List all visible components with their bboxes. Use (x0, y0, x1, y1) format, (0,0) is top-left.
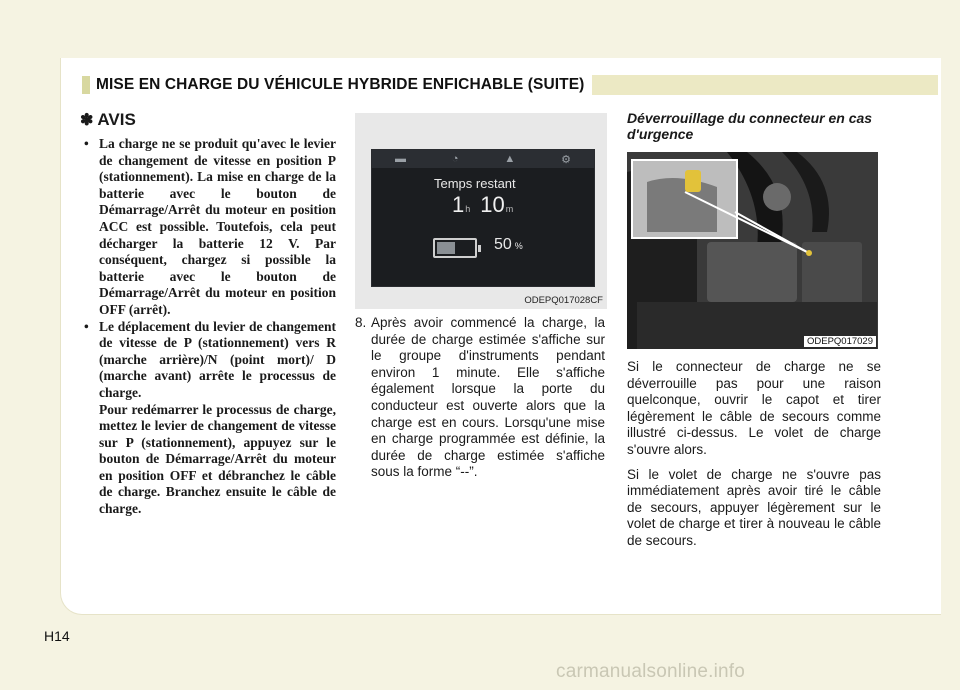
watermark: carmanualsonline.info (556, 661, 746, 682)
minutes-value: 10 (480, 192, 505, 217)
gauge-icon: ◔ (451, 153, 459, 165)
section-heading (82, 74, 938, 96)
hours-value: 1 (452, 192, 465, 217)
notice-bullet-2 (80, 319, 336, 402)
charge-percent (494, 236, 523, 254)
settings-icon: ⚙ (561, 153, 572, 166)
hours-unit: h (465, 204, 471, 214)
notice-bullet-1 (80, 136, 336, 319)
notice-title: AVIS (97, 110, 136, 129)
page-number: H14 (44, 628, 70, 644)
figure-code: ODEPQ017028CF (524, 295, 603, 306)
emergency-title: Déverrouillage du connecteur en cas d'urgence (627, 110, 873, 142)
step-8 (355, 315, 605, 481)
car-icon: ▬ (394, 153, 406, 165)
emergency-paragraph-2: Si le volet de charge ne s'ouvre pas immédiatement après avoir tiré le câble de secours, appuyer légèrement sur le volet de charge et tirer à nouveau le câble de secours. (627, 466, 881, 548)
engine-bay-illustration (627, 152, 878, 349)
remaining-time-label: Temps restant (434, 176, 516, 191)
notice-star-icon: ✽ (80, 112, 94, 129)
bullet-dot-icon: • (84, 136, 89, 151)
notice-continuation: Pour redémarrer le processus de charge, mettez le levier de changement de vitesse sur P (stationnement), appuyez sur le bouton de Démarrage/Arrêt du moteur en position OFF et débranchez le câble de charge. Branchez ensuite le câble de charge. (99, 401, 336, 517)
step-number: 8. (355, 315, 367, 330)
minutes-unit: m (505, 204, 514, 214)
remaining-time-value (452, 192, 523, 218)
emergency-column (627, 110, 881, 550)
figure-code: ODEPQ017029 (804, 336, 876, 347)
heading-marker (82, 76, 90, 94)
notice-heading (80, 110, 336, 130)
engine-bay-image (627, 152, 878, 349)
notice-column (80, 110, 336, 518)
section-title: MISE EN CHARGE DU VÉHICULE HYBRIDE ENFICHABLE (SUITE) (96, 76, 585, 93)
notice-bullet-2-text: Le déplacement du levier de changement de vitesse de P (stationnement) vers R (marche arrière)/N (point mort)/ D (marche avant) arrête le processus de charge. (99, 318, 336, 400)
battery-level-fill (437, 242, 455, 254)
charge-percent-value: 50 (494, 236, 512, 253)
cluster-topbar (372, 150, 594, 168)
charge-percent-unit: % (514, 241, 523, 251)
battery-icon (433, 238, 477, 258)
step-8-text: Après avoir commencé la charge, la durée de charge estimée s'affiche sur le groupe d'instruments pendant environ 1 minute. Elle s'affiche également lorsque la porte du conducteur est ouverte alors que la charge est en cours. Lorsqu'une mise en charge programmée est définie, la durée de charge estimée s'affiche sous la forme “--”. (371, 315, 605, 480)
notice-bullet-1-text: La charge ne se produit qu'avec le levier de changement de vitesse en position P (stationnement). La mise en charge de la batterie avec le bouton de Démarrage/Arrêt du moteur en position ACC est possible. Toutefois, cela peut décharger la batterie 12 V. Par conséquent, chargez si possible la batterie avec le bouton de Démarrage/Arrêt du moteur en position OFF (arrêt). (99, 136, 336, 317)
emergency-paragraph-1: Si le connecteur de charge ne se déverrouille pas pour une raison quelconque, ouvrir le capot et tirer légèrement le câble de secours comme illustré ci-dessus. Le volet de charge s'ouvre alors. (627, 359, 881, 457)
heading-rule (592, 75, 938, 95)
warning-icon: ▲ (504, 153, 516, 165)
cluster-figure (355, 113, 607, 309)
step-column (355, 315, 605, 481)
bullet-dot-icon: • (84, 318, 89, 334)
cluster-display (371, 149, 595, 287)
